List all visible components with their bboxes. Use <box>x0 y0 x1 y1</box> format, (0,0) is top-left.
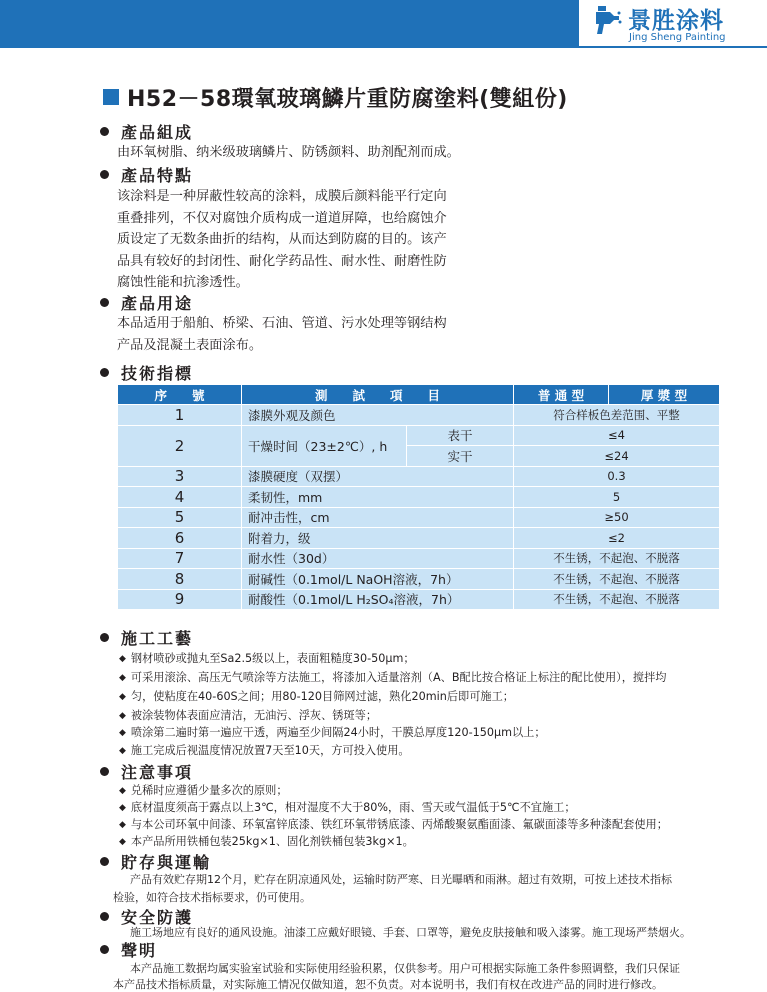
row-value: 0.3 <box>514 466 720 487</box>
row-value: ≤2 <box>514 528 720 549</box>
row-subitem: 表干 <box>407 425 514 446</box>
table-row <box>118 589 720 610</box>
storage-line-2: 检验，如符合技术指标要求，仍可使用。 <box>113 891 311 904</box>
list-item: ◆ 本产品所用铁桶包装25kg×1、固化剂铁桶包装3kg×1。 <box>119 835 414 848</box>
table-row <box>118 466 720 487</box>
row-subitem: 实干 <box>407 446 514 467</box>
row-item: 耐冲击性，cm <box>242 507 514 528</box>
header-bar <box>0 0 579 46</box>
list-item: ◆ 与本公司环氧中间漆、环氧富锌底漆、铁红环氧带锈底漆、丙烯酸聚氨酯面漆、氟碳面漆等多种漆配套使用； <box>119 818 668 831</box>
row-no: 4 <box>118 487 242 508</box>
diamond-icon: ◆ <box>119 654 126 664</box>
header-thick: 厚 漿 型 <box>609 385 720 405</box>
table-row <box>118 507 720 528</box>
section-heading-construction: 施工工藝 <box>100 626 193 649</box>
list-item: ◆ 兑稀时应遵循少量多次的原则； <box>119 784 288 797</box>
brand-logo <box>592 2 767 46</box>
bullet-icon <box>100 912 109 921</box>
diamond-icon: ◆ <box>119 711 126 721</box>
list-item: ◆ 喷涂第二遍时第一遍应干透，两遍至少间隔24小时，干膜总厚度120-150μm以上； <box>119 726 546 739</box>
row-no: 6 <box>118 528 242 549</box>
row-value: 不生锈，不起泡、不脱落 <box>514 589 720 610</box>
table-row <box>118 548 720 569</box>
composition-text: 由环氧树脂、纳米级玻璃鳞片、防锈颜料、助剂配剂而成。 <box>117 145 460 160</box>
statement-line-1: 本产品施工数据均属实验室试验和实际使用经验积累，仅供参考。用户可根据实际施工条件参照调整，我们只保证 <box>130 962 680 975</box>
header-rule <box>0 46 767 48</box>
diamond-icon: ◆ <box>119 837 126 847</box>
row-item: 柔韧性，mm <box>242 487 514 508</box>
table-header-row <box>118 385 720 405</box>
row-item: 耐碱性（0.1mol/L NaOH溶液，7h） <box>242 569 514 590</box>
bullet-icon <box>100 298 109 307</box>
section-heading-composition: 產品組成 <box>100 120 193 143</box>
title-square-icon <box>103 89 119 105</box>
row-value: 不生锈，不起泡、不脱落 <box>514 548 720 569</box>
row-no: 8 <box>118 569 242 590</box>
diamond-icon: ◆ <box>119 728 126 738</box>
row-value: 符合样板色差范围、平整 <box>514 405 720 426</box>
diamond-icon: ◆ <box>119 820 126 830</box>
table-row <box>118 487 720 508</box>
row-no: 9 <box>118 589 242 610</box>
diamond-icon: ◆ <box>119 803 126 813</box>
row-value: ≥50 <box>514 507 720 528</box>
row-item: 漆膜外观及颜色 <box>242 405 514 426</box>
product-title <box>103 82 568 113</box>
bullet-icon <box>100 368 109 377</box>
features-text: 该涂料是一种屏蔽性较高的涂料，成膜后颜料能平行定向 重叠排列，不仅对腐蚀介质构成一道道屏障，也给腐蚀介 质设定了无数条曲折的结构，从而达到防腐的目的。该产 品具有较好的封闭性、耐化学药品性、耐水性、耐磨性防 腐蚀性能和抗渗透性。 <box>117 189 447 290</box>
table-row <box>118 528 720 549</box>
section-heading-safety: 安全防護 <box>100 905 193 928</box>
specs-table <box>117 384 720 610</box>
bullet-icon <box>100 633 109 642</box>
header-no: 序 號 <box>118 385 242 405</box>
table-row <box>118 425 720 446</box>
list-item: ◆ 底材温度须高于露点以上3℃，相对湿度不大于80%，雨、雪天或气温低于5℃不宜施工； <box>119 801 576 814</box>
diamond-icon: ◆ <box>119 673 126 683</box>
row-item: 附着力，级 <box>242 528 514 549</box>
header-item: 測 試 項 目 <box>242 385 514 405</box>
brand-name-en: Jing Sheng Painting <box>629 32 726 43</box>
section-heading-storage: 貯存與運輸 <box>100 850 211 873</box>
section-heading-usage: 產品用途 <box>100 291 193 314</box>
diamond-icon: ◆ <box>119 746 126 756</box>
list-item: ◆ 钢材喷砂或抛丸至Sa2.5级以上，表面粗糙度30-50μm； <box>119 652 415 665</box>
safety-line: 施工场地应有良好的通风设施。油漆工应戴好眼镜、手套、口罩等，避免皮肤接触和吸入漆雾。施工现场严禁烟火。 <box>130 926 691 939</box>
row-value: 5 <box>514 487 720 508</box>
list-item: ◆ 匀，使粘度在40-60S之间；用80-120目筛网过滤，熟化20min后即可施工； <box>119 690 514 703</box>
section-heading-features: 產品特點 <box>100 163 193 186</box>
row-item: 漆膜硬度（双摆） <box>242 466 514 487</box>
title-text: H52－58環氧玻璃鱗片重防腐塗料(雙組份) <box>127 87 568 112</box>
section-heading-statement: 聲明 <box>100 938 157 961</box>
section-heading-specs: 技術指標 <box>100 361 193 384</box>
list-item: ◆ 被涂装物体表面应清洁，无油污、浮灰、锈斑等； <box>119 709 378 722</box>
brand-name-cn: 景胜涂料 <box>628 8 724 34</box>
bullet-icon <box>100 857 109 866</box>
row-value: 不生锈，不起泡、不脱落 <box>514 569 720 590</box>
bullet-icon <box>100 945 109 954</box>
table-row <box>118 405 720 426</box>
table-row <box>118 569 720 590</box>
list-item: ◆ 施工完成后视温度情况放置7天至10天，方可投入使用。 <box>119 744 410 757</box>
row-item: 耐酸性（0.1mol/L H₂SO₄溶液，7h） <box>242 589 514 610</box>
diamond-icon: ◆ <box>119 692 126 702</box>
row-no: 2 <box>118 425 242 466</box>
header-normal: 普 通 型 <box>514 385 609 405</box>
usage-text: 本品适用于船舶、桥梁、石油、管道、污水处理等钢结构 产品及混凝土表面涂布。 <box>117 316 447 353</box>
spray-gun-icon <box>592 4 622 40</box>
diamond-icon: ◆ <box>119 786 126 796</box>
bullet-icon <box>100 170 109 179</box>
row-no: 7 <box>118 548 242 569</box>
bullet-icon <box>100 767 109 776</box>
row-no: 5 <box>118 507 242 528</box>
storage-line-1: 产品有效贮存期12个月，贮存在阴凉通风处，运输时防严寒、日光曝晒和雨淋。超过有效期，可按上述技术指标 <box>130 873 672 886</box>
row-no: 3 <box>118 466 242 487</box>
statement-line-2: 本产品技术指标质量，对实际施工情况仅做知道，恕不负责。对本说明书，我们有权在改进产品的同时进行修改。 <box>113 978 663 991</box>
list-item: ◆ 可采用滚涂、高压无气喷涂等方法施工，将漆加入适量溶剂（A、B配比按合格证上标注的配比使用），搅拌均 <box>119 671 667 684</box>
section-heading-notes: 注意事項 <box>100 760 193 783</box>
bullet-icon <box>100 127 109 136</box>
row-value: ≤24 <box>514 446 720 467</box>
row-item: 耐水性（30d） <box>242 548 514 569</box>
row-no: 1 <box>118 405 242 426</box>
row-value: ≤4 <box>514 425 720 446</box>
row-item: 干燥时间（23±2℃）, h <box>242 425 407 466</box>
